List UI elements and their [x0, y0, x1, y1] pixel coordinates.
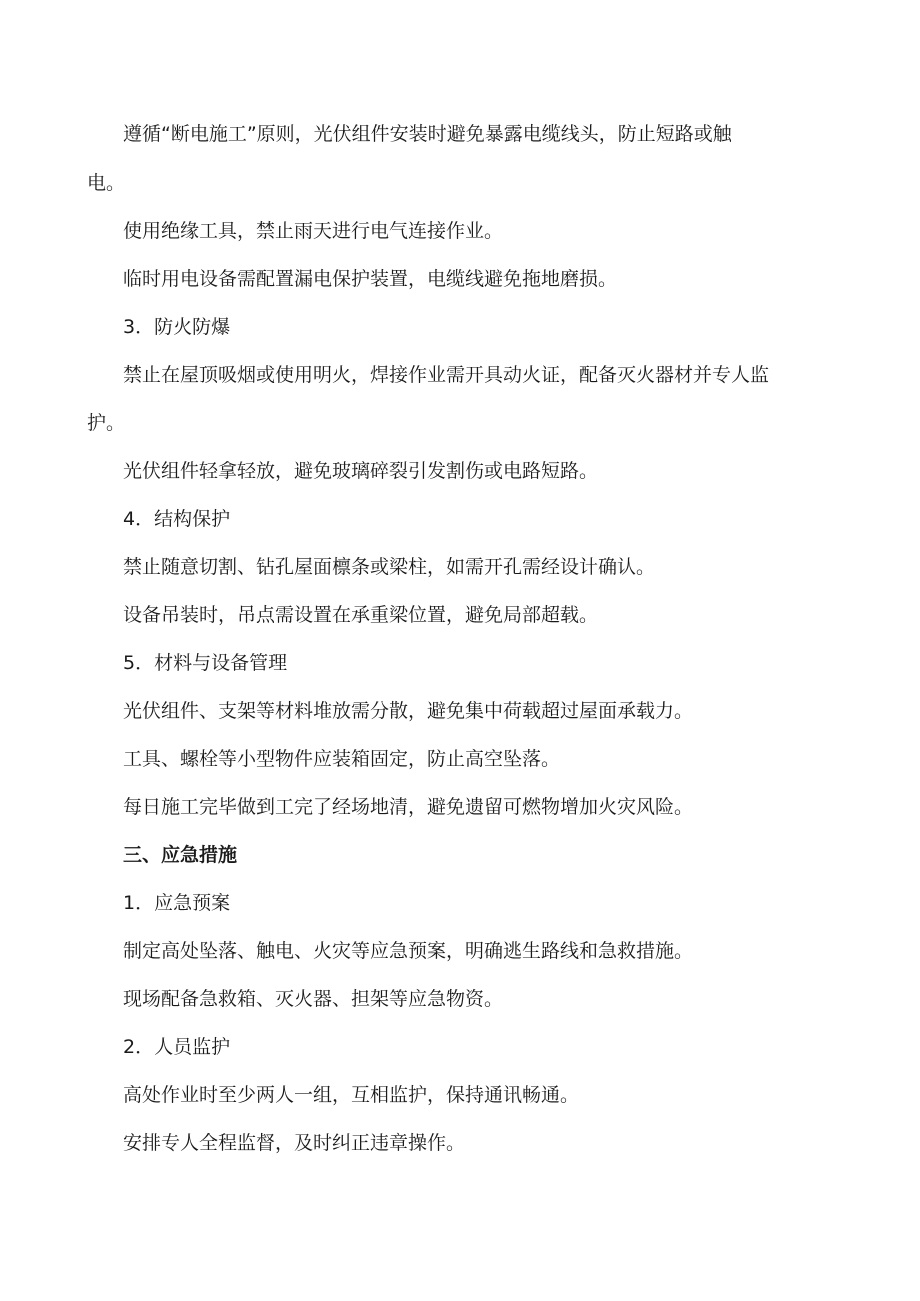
paragraph-line: 遵循“断电施工”原则，光伏组件安装时避免暴露电缆线头，防止短路或触: [123, 123, 732, 145]
subheading: 5．材料与设备管理: [123, 652, 288, 674]
paragraph: 工具、螺栓等小型物件应装箱固定，防止高空坠落。: [123, 748, 561, 770]
subheading: 1．应急预案: [123, 892, 231, 914]
paragraph: 每日施工完毕做到工完了经场地清，避免遗留可燃物增加火灾风险。: [123, 796, 694, 818]
paragraph: 光伏组件、支架等材料堆放需分散，避免集中荷载超过屋面承载力。: [123, 700, 694, 722]
paragraph: 高处作业时至少两人一组，互相监护，保持通讯畅通。: [123, 1084, 580, 1106]
paragraph-line: 禁止在屋顶吸烟或使用明火，焊接作业需开具动火证，配备灭火器材并专人监: [123, 364, 770, 386]
paragraph: 安排专人全程监督，及时纠正违章操作。: [123, 1132, 466, 1154]
subheading: 2．人员监护: [123, 1036, 231, 1058]
paragraph-line: 电。: [87, 172, 126, 194]
section-heading: 三、应急措施: [123, 844, 238, 866]
subheading: 3．防火防爆: [123, 316, 231, 338]
paragraph: 禁止随意切割、钻孔屋面檩条或梁柱，如需开孔需经设计确认。: [123, 556, 656, 578]
paragraph-line: 护。: [87, 412, 126, 434]
paragraph: 现场配备急救箱、灭火器、担架等应急物资。: [123, 988, 504, 1010]
paragraph: 设备吊装时，吊点需设置在承重梁位置，避免局部超载。: [123, 604, 599, 626]
paragraph: 使用绝缘工具，禁止雨天进行电气连接作业。: [123, 220, 504, 242]
subheading: 4．结构保护: [123, 508, 231, 530]
paragraph: 临时用电设备需配置漏电保护装置，电缆线避免拖地磨损。: [123, 268, 618, 290]
paragraph: 制定高处坠落、触电、火灾等应急预案，明确逃生路线和急救措施。: [123, 940, 694, 962]
paragraph: 光伏组件轻拿轻放，避免玻璃碎裂引发割伤或电路短路。: [123, 460, 599, 482]
